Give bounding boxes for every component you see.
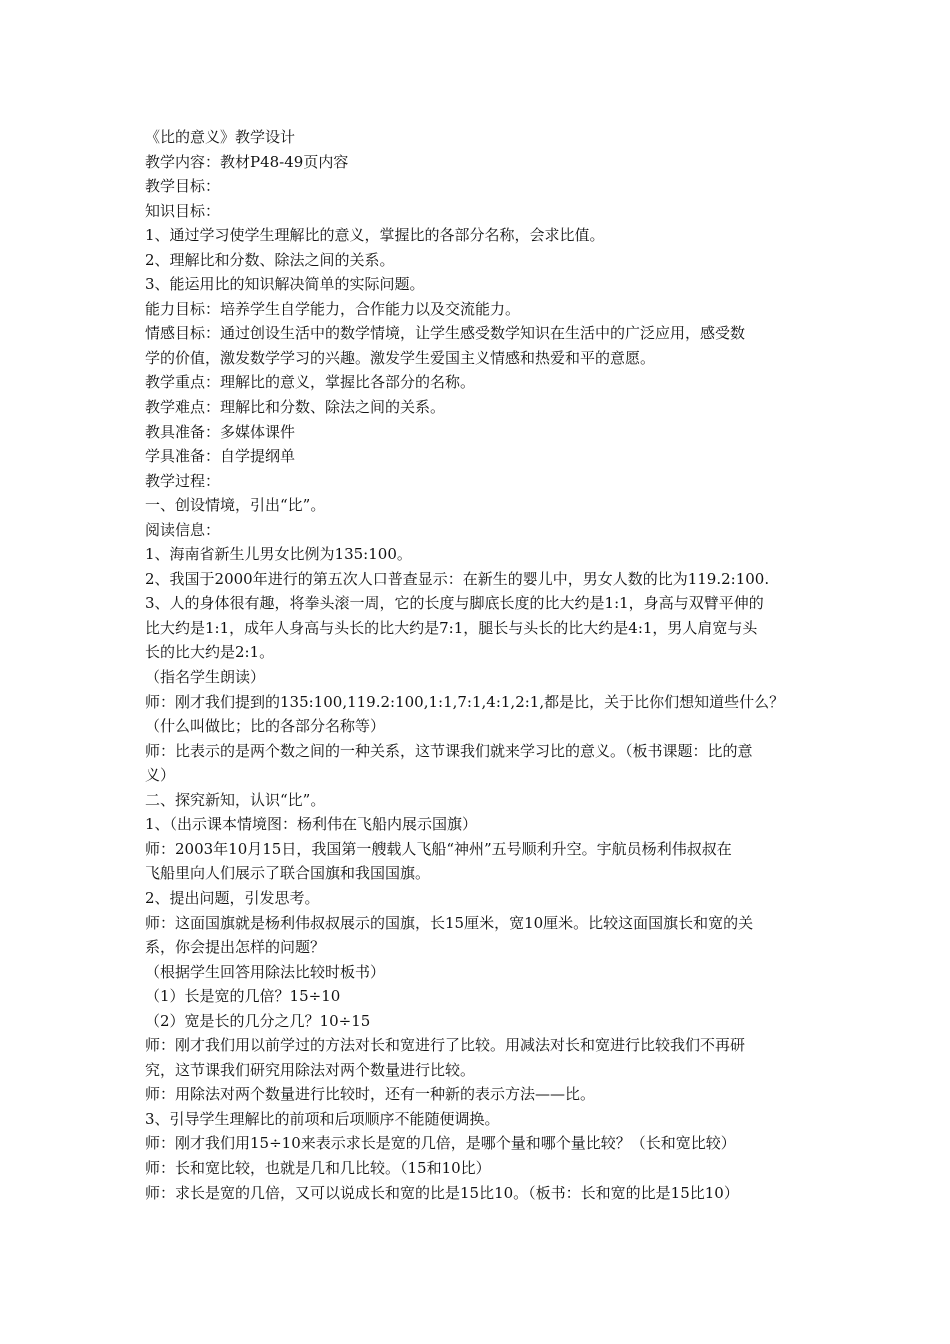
- paragraph-line: 2、理解比和分数、除法之间的关系。: [145, 250, 395, 269]
- teaching-difficulties: 教学难点：理解比和分数、除法之间的关系。: [145, 398, 446, 417]
- paragraph-line: 义）: [145, 766, 176, 785]
- paragraph-line: （根据学生回答用除法比较时板书）: [145, 962, 386, 981]
- section-heading-part-two: 二、探究新知，认识“比”。: [145, 790, 326, 809]
- paragraph-line: 师：这面国旗就是杨利伟叔叔展示的国旗，长15厘米，宽10厘米。比较这面国旗长和宽的关: [145, 913, 754, 932]
- paragraph-line: 师：求长是宽的几倍，又可以说成长和宽的比是15比10。（板书：长和宽的比是15比10）: [145, 1183, 739, 1202]
- paragraph-line: 师：2003年10月15日，我国第一艘载人飞船“神州”五号顺利升空。宇航员杨利伟叔叔在: [145, 839, 732, 858]
- paragraph-line: 系，你会提出怎样的问题？: [145, 938, 326, 957]
- paragraph-line: （什么叫做比；比的各部分名称等）: [145, 717, 386, 736]
- teaching-content: 教学内容：教材P48-49页内容: [145, 152, 349, 171]
- paragraph-line: 1、（出示课本情境图：杨利伟在飞船内展示国旗）: [145, 815, 478, 834]
- subheading-knowledge-objectives: 知识目标：: [145, 201, 221, 220]
- paragraph-line: 飞船里向人们展示了联合国旗和我国国旗。: [145, 864, 431, 883]
- paragraph-line: （指名学生朗读）: [145, 668, 266, 687]
- paragraph-line: 3、人的身体很有趣，将拳头滚一周，它的长度与脚底长度的比大约是1:1，身高与双臂平伸的: [145, 594, 764, 613]
- paragraph-line: 3、引导学生理解比的前项和后项顺序不能随便调换。: [145, 1109, 500, 1128]
- paragraph-line: （2）宽是长的几分之几？10÷15: [145, 1011, 371, 1030]
- teaching-key-points: 教学重点：理解比的意义，掌握比各部分的名称。: [145, 373, 476, 392]
- paragraph-line: 3、能运用比的知识解决简单的实际问题。: [145, 275, 425, 294]
- paragraph-line: 情感目标：通过创设生活中的数学情境，让学生感受数学知识在生活中的广泛应用，感受数: [145, 324, 746, 343]
- section-heading-part-one: 一、创设情境，引出“比”。: [145, 496, 326, 515]
- paragraph-line: 师：比表示的是两个数之间的一种关系，这节课我们就来学习比的意义。（板书课题：比的意: [145, 741, 753, 760]
- teaching-aids: 教具准备：多媒体课件: [145, 422, 296, 441]
- paragraph-line: 师：长和宽比较，也就是几和几比较。（15和10比）: [145, 1158, 491, 1177]
- section-heading-objectives: 教学目标：: [145, 177, 221, 196]
- paragraph-line: 师：用除法对两个数量进行比较时，还有一种新的表示方法——比。: [145, 1085, 596, 1104]
- ability-objectives: 能力目标：培养学生自学能力，合作能力以及交流能力。: [145, 299, 521, 318]
- paragraph-line: 究，这节课我们研究用除法对两个数量进行比较。: [145, 1060, 476, 1079]
- paragraph-line: 比大约是1:1，成年人身高与头长的比大约是7:1，腿长与头长的比大约是4:1，男人肩宽与头: [145, 618, 758, 637]
- document-body: [145, 125, 810, 1205]
- learning-aids: 学具准备：自学提纲单: [145, 447, 296, 466]
- document-title: 《比的意义》教学设计: [145, 128, 296, 146]
- section-heading-process: 教学过程：: [145, 471, 221, 490]
- paragraph-line: 1、海南省新生儿男女比例为135:100。: [145, 545, 412, 564]
- paragraph-line: 师：刚才我们用15÷10来表示求长是宽的几倍，是哪个量和哪个量比较？（长和宽比较）: [145, 1134, 736, 1153]
- paragraph-line: 师：刚才我们用以前学过的方法对长和宽进行了比较。用减法对长和宽进行比较我们不再研: [145, 1036, 746, 1055]
- paragraph-line: 2、我国于2000年进行的第五次人口普查显示：在新生的婴儿中，男女人数的比为119.2:100.: [145, 569, 770, 588]
- paragraph-line: 学的价值，激发数学学习的兴趣。激发学生爱国主义情感和热爱和平的意愿。: [145, 348, 656, 367]
- paragraph-line: （1）长是宽的几倍？15÷10: [145, 987, 341, 1006]
- subheading-reading-info: 阅读信息：: [145, 520, 221, 539]
- paragraph-line: 2、提出问题，引发思考。: [145, 888, 320, 907]
- paragraph-line: 1、通过学习使学生理解比的意义，掌握比的各部分名称，会求比值。: [145, 226, 605, 245]
- paragraph-line: 师：刚才我们提到的135:100,119.2:100,1:1,7:1,4:1,2:1,都是比，关于比你们想知道些什么？: [145, 692, 785, 711]
- paragraph-line: 长的比大约是2:1。: [145, 643, 275, 662]
